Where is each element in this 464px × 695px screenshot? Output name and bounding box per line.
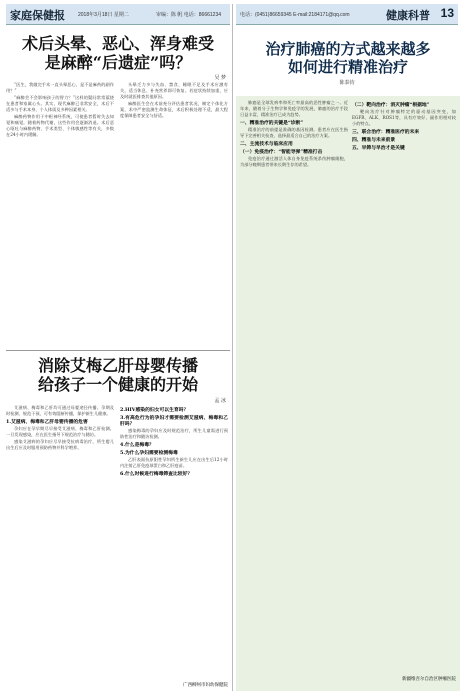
article2-section-heading: 5.为什么孕妇需要检测梅毒: [120, 450, 178, 456]
article2-body-col2: [120, 405, 228, 677]
section-brand: 健康科普: [386, 9, 430, 22]
editor-note: 审编：陈 帆 电话：86661234: [156, 12, 222, 18]
article3-title-line2: 如何进行精准治疗: [287, 58, 408, 76]
article3-section-heading: 二、主流技术与临床应用: [240, 141, 293, 147]
article3-body-col1: [240, 100, 348, 684]
article1-title-line1: 术后头晕、恶心、浑身难受: [21, 34, 214, 53]
article3-source: 新疆维吾尔自治区肿瘤医院: [402, 676, 456, 681]
article2-source: 广西柳州市妇幼保健院: [183, 682, 228, 687]
article-divider: [6, 350, 230, 351]
article2-paragraph: 艾滋病、梅毒和乙肝均可通过母婴途径传播。孕期及时检测、规范干预，可有效阻断传播，保护新生儿健康。: [6, 405, 114, 416]
column-divider: [232, 4, 233, 691]
article1-paragraph: 麻醉医生会在术前充分评估患者状况，制定个体化方案，术中严密监测生命体征，术后积极处理不适，最大程度保障患者安全与舒适。: [120, 101, 228, 118]
article2-section-heading: 4.什么是梅毒？: [120, 442, 154, 448]
article2-paragraph: 感染梅毒的孕妇应及时规范治疗，所生儿童需进行预防性治疗和随访检测。: [120, 428, 228, 439]
article2-title: [6, 356, 230, 394]
page-number: 13: [440, 6, 454, 20]
article1-paragraph: “医生，我做完手术一直头晕恶心，是不是麻药的副作用？”: [6, 82, 114, 93]
article3-section-heading: 五、早筛与早治才是关键: [352, 145, 405, 151]
article3-paragraph: 肺癌是全球发病率和死亡率最高的恶性肿瘤之一。近年来，随着分子生物学和免疫学的发展，肺癌的治疗手段日益丰富，精准治疗已成为趋势。: [240, 100, 348, 117]
article3-paragraph: 免疫治疗通过激活人体自身免疫系统杀伤肿瘤细胞，为部分晚期患者带来长期生存的希望。: [240, 156, 348, 167]
article3-title-line1: 治疗肺癌的方式越来越多: [265, 40, 431, 58]
article1-paragraph: 麻醉药物作用于中枢神经系统，可使患者暂时失去知觉和痛觉。随着药物代谢，这些作用会逐渐消退。术后恶心呕吐与麻醉药物、手术类型、个体敏感性等有关，多数在24小时内缓解。: [6, 114, 114, 137]
header-left: [6, 4, 230, 25]
article2-paragraph: 孕妇应在孕早期尽早接受艾滋病、梅毒和乙肝检测。一旦发现感染，应在医生指导下规范治疗与随访。: [6, 426, 114, 437]
header-right: [236, 4, 458, 25]
article1-paragraph: “麻醉会不会影响孩子的智力？”这样的疑问常常萦绕在患者和家属心头。其实，现代麻醉已非常安全，术后不适多与手术本身、个人体质及多种因素相关。: [6, 95, 114, 112]
article3-section-heading: （二）靶向治疗：消灭肿瘤“根据地”: [352, 102, 430, 108]
article2-body-col1: [6, 405, 114, 685]
article1-title: [6, 34, 230, 72]
article1-author: 吴 梦: [214, 75, 226, 81]
article2-title-line1: 消除艾梅乙肝母婴传播: [37, 356, 198, 375]
article3-paragraph: 靶向治疗针对肿瘤特定的驱动基因突变，如EGFR、ALK、ROS1等，具有疗效好、副作用相对较小的特点。: [352, 109, 456, 126]
article2-paragraph: 感染艾滋病的孕妇应尽早接受抗病毒治疗，所生婴儿出生后应及时服用预防药物并科学喂养。: [6, 439, 114, 450]
article3-author: 陈泰钧: [339, 80, 355, 86]
article2-author: 孟 冰: [214, 398, 226, 404]
article3-section-heading: 四、精准与未来前景: [352, 137, 396, 143]
article2-section-heading: 2.HIV感染的妇女可以生育吗？: [120, 407, 189, 413]
article1-body-col2: [120, 82, 228, 342]
article2-paragraph: 乙肝表面抗原阳性孕妇所生新生儿应在出生后12小时内注射乙肝免疫球蛋白和乙肝疫苗。: [120, 457, 228, 468]
article1-body-col1: [6, 82, 114, 342]
article2-section-heading: 3.有高危行为的孕妇才需要检测艾滋病、梅毒和乙肝吗？: [120, 415, 228, 427]
article1-paragraph: 头晕乏力多与失血、禁食、睡眠不足及手术应激有关，适当休息、补充营养即可恢复。若症状持续加重，应及时就医排查其他原因。: [120, 82, 228, 99]
article1-title-line2: 是麻醉“后遗症”吗？: [44, 53, 192, 72]
article3-section-heading: （一）免疫治疗：“智能导弹”精准打击: [240, 149, 323, 155]
article3-section-heading: 一、精准治疗的关键是“诊断”: [240, 120, 304, 126]
article3-paragraph: 精准治疗的前提是准确的基因检测。患者应在医生指导下完善相关检查，选择最适合自己的治疗方案。: [240, 127, 348, 138]
article2-section-heading: 6.什么时候进行梅毒筛查比较好？: [120, 471, 193, 477]
article3-body-col2: [352, 100, 456, 670]
article3-title: [236, 40, 460, 76]
newspaper-brand: 家庭保健报: [10, 9, 65, 22]
contact-info: 电话：(0451)86659345 E-mail:2184171@qq.com: [240, 12, 350, 18]
article3-section-heading: 三、联合治疗：精准医疗的未来: [352, 129, 420, 135]
article2-section-heading: 1.艾滋病、梅毒和乙肝母婴传播的危害: [6, 419, 88, 425]
issue-date: 2018年3月18日 星期二: [78, 12, 129, 18]
article2-title-line2: 给孩子一个健康的开始: [37, 375, 198, 394]
